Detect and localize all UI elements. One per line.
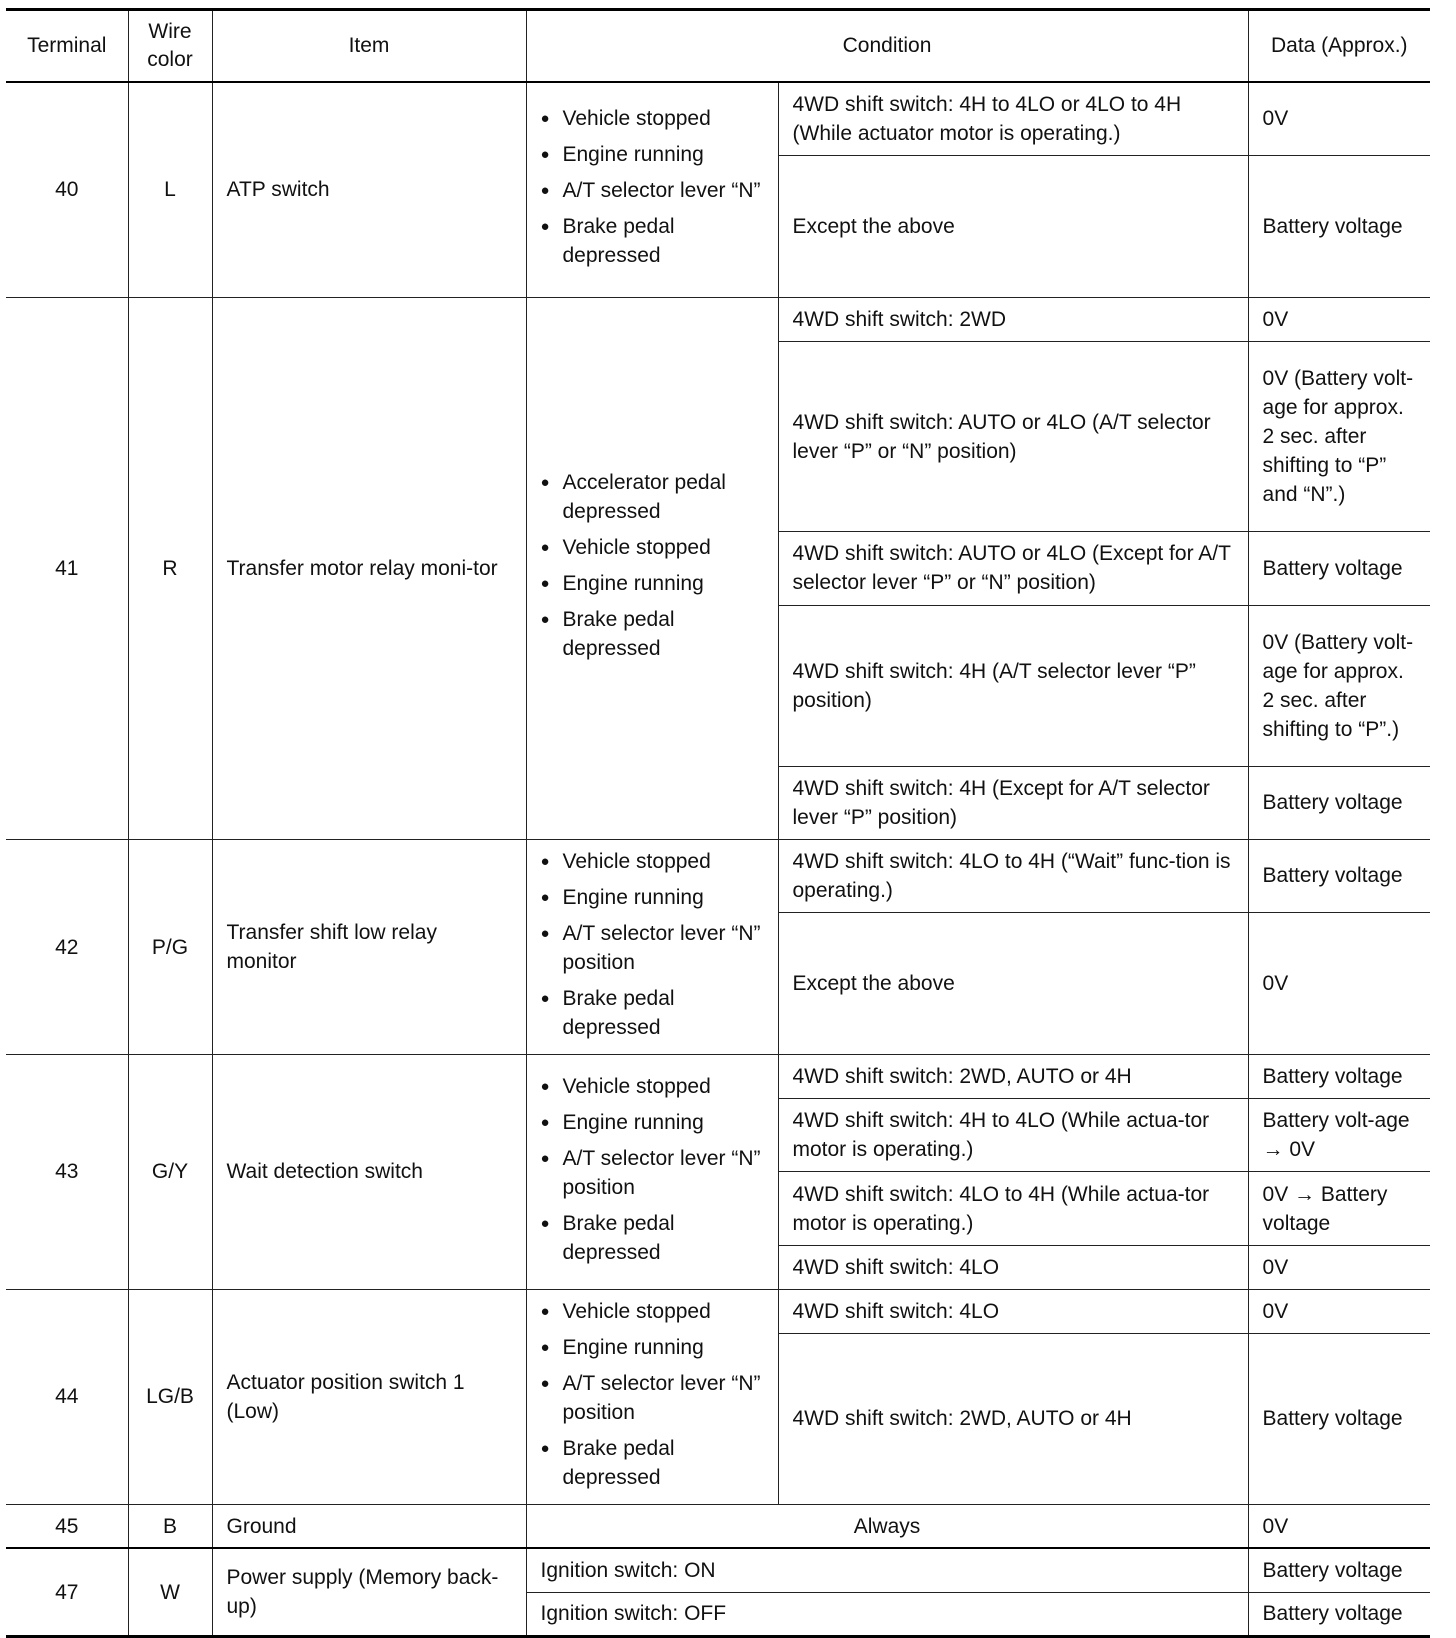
data-cell: 0V [1248,1289,1430,1333]
condition-list [541,1297,764,1492]
data-cell: 0V [1248,1245,1430,1289]
condition-bullet: ● Vehicle stopped [541,847,764,876]
condition-bullet: ● Vehicle stopped [541,1072,764,1101]
wire-color-cell: W [128,1548,212,1636]
terminal-cell: 42 [6,839,128,1054]
table-row [6,297,1430,341]
condition-bullet: ● Vehicle stopped [541,533,764,562]
terminal-cell: 41 [6,297,128,839]
case-condition-cell: 4WD shift switch: 4LO to 4H (“Wait” func-tion is operating.) [778,839,1248,912]
condition-bullet: ● A/T selector lever “N” position [541,1369,764,1427]
condition-bullet: ● Accelerator pedal depressed [541,468,764,526]
condition-bullet: ● A/T selector lever “N” position [541,919,764,977]
table-row [6,1289,1430,1333]
data-cell: 0V (Battery volt-age for approx. 2 sec. after shifting to “P” and “N”.) [1248,341,1430,531]
item-cell: Power supply (Memory back-up) [212,1548,526,1636]
table-row [6,1505,1430,1549]
header-terminal: Terminal [6,10,128,83]
condition-bullet: ● Engine running [541,1108,764,1137]
condition-bullet: ● Brake pedal depressed [541,1434,764,1492]
data-cell: Battery voltage [1248,1333,1430,1505]
case-condition-cell: 4WD shift switch: 4LO [778,1245,1248,1289]
condition-bullet: ● Engine running [541,883,764,912]
data-cell: Battery voltage [1248,839,1430,912]
case-condition-cell: 4WD shift switch: 2WD, AUTO or 4H [778,1055,1248,1099]
case-condition-cell: 4WD shift switch: AUTO or 4LO (Except for A/T selector lever “P” or “N” position) [778,532,1248,605]
item-cell: Ground [212,1505,526,1549]
wire-color-cell: G/Y [128,1055,212,1289]
header-item: Item [212,10,526,83]
data-cell: 0V [1248,913,1430,1055]
data-cell: Battery volt-age → 0V [1248,1099,1430,1172]
condition-bullet: ● Engine running [541,1333,764,1362]
data-cell: 0V [1248,82,1430,155]
table-row [6,1055,1430,1099]
table-row [6,1548,1430,1592]
wire-color-cell: P/G [128,839,212,1054]
case-condition-cell: 4WD shift switch: AUTO or 4LO (A/T selector lever “P” or “N” position) [778,341,1248,531]
item-cell: Transfer motor relay moni-tor [212,297,526,839]
condition-bullet: ● Brake pedal depressed [541,984,764,1042]
condition-bullet: ● A/T selector lever “N” [541,176,764,205]
terminal-spec-table [6,8,1430,1638]
condition-bullet: ● Vehicle stopped [541,104,764,133]
condition-bullet: ● Brake pedal depressed [541,605,764,663]
case-condition-cell: Except the above [778,913,1248,1055]
condition-list [541,1072,764,1267]
condition-list-cell [526,1055,778,1289]
case-condition-cell: 4WD shift switch: 4H (A/T selector lever “P” position) [778,605,1248,766]
condition-list-cell [526,82,778,297]
data-cell: 0V (Battery volt-age for approx. 2 sec. after shifting to “P”.) [1248,605,1430,766]
condition-list-cell [526,839,778,1054]
condition-bullet: ● Brake pedal depressed [541,212,764,270]
data-cell: 0V [1248,297,1430,341]
condition-list-cell [526,297,778,839]
case-condition-cell: 4WD shift switch: 4H to 4LO (While actua-tor motor is operating.) [778,1099,1248,1172]
item-cell: ATP switch [212,82,526,297]
condition-list [541,847,764,1042]
condition-bullet: ● Brake pedal depressed [541,1209,764,1267]
table-row [6,82,1430,155]
condition-bullet: ● Engine running [541,569,764,598]
data-cell: Battery voltage [1248,766,1430,839]
case-condition-cell: Always [526,1505,1248,1549]
terminal-cell: 43 [6,1055,128,1289]
data-cell: Battery voltage [1248,1548,1430,1592]
case-condition-cell: Ignition switch: OFF [526,1592,1248,1636]
case-condition-cell: 4WD shift switch: 2WD [778,297,1248,341]
table-row [6,839,1430,912]
data-cell: 0V [1248,1505,1430,1549]
header-row [6,10,1430,83]
item-cell: Wait detection switch [212,1055,526,1289]
condition-list-cell [526,1289,778,1504]
data-cell: Battery voltage [1248,532,1430,605]
wire-color-cell: LG/B [128,1289,212,1504]
condition-list [541,104,764,270]
terminal-cell: 45 [6,1505,128,1549]
case-condition-cell: 4WD shift switch: 4H to 4LO or 4LO to 4H (While actuator motor is operating.) [778,82,1248,155]
case-condition-cell: Except the above [778,155,1248,297]
condition-bullet: ● Engine running [541,140,764,169]
condition-bullet: ● Vehicle stopped [541,1297,764,1326]
terminal-cell: 40 [6,82,128,297]
header-wire-color: Wire color [128,10,212,83]
wire-color-cell: L [128,82,212,297]
wire-color-cell: R [128,297,212,839]
case-condition-cell: 4WD shift switch: 4LO [778,1289,1248,1333]
case-condition-cell: 4WD shift switch: 4LO to 4H (While actua-tor motor is operating.) [778,1172,1248,1245]
item-cell: Transfer shift low relay monitor [212,839,526,1054]
condition-bullet: ● A/T selector lever “N” position [541,1144,764,1202]
header-data: Data (Approx.) [1248,10,1430,83]
terminal-cell: 44 [6,1289,128,1504]
terminal-cell: 47 [6,1548,128,1636]
data-cell: Battery voltage [1248,1055,1430,1099]
header-condition: Condition [526,10,1248,83]
data-cell: Battery voltage [1248,1592,1430,1636]
wire-color-cell: B [128,1505,212,1549]
case-condition-cell: 4WD shift switch: 4H (Except for A/T selector lever “P” position) [778,766,1248,839]
data-cell: 0V → Battery voltage [1248,1172,1430,1245]
case-condition-cell: 4WD shift switch: 2WD, AUTO or 4H [778,1333,1248,1505]
data-cell: Battery voltage [1248,155,1430,297]
condition-list [541,468,764,663]
case-condition-cell: Ignition switch: ON [526,1548,1248,1592]
item-cell: Actuator position switch 1 (Low) [212,1289,526,1504]
